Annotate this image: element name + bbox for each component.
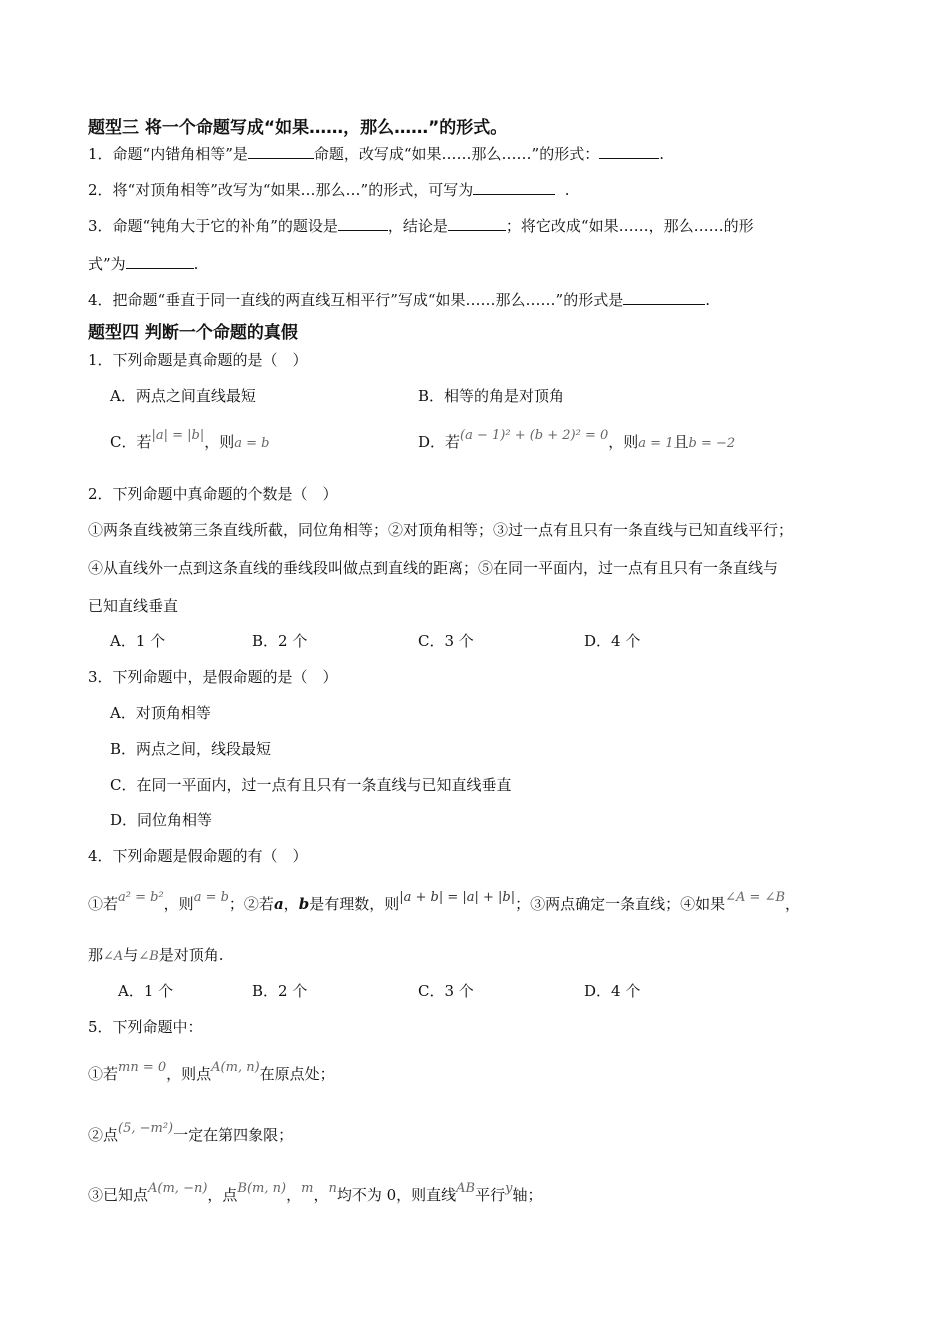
p2-line-1: ①两条直线被第三条直线所截，同位角相等；②对顶角相等；③过一点有且只有一条直线与已知直线平行； xyxy=(88,521,794,539)
p2-line-2: ④从直线外一点到这条直线的垂线段叫做点到直线的距离；⑤在同一平面内，过一点有且只有一条直线与 xyxy=(88,559,779,577)
p2-option-c: C．3 个 xyxy=(418,632,474,650)
p2-option-d: D．4 个 xyxy=(584,632,641,650)
s3-question-4: 4．把命题“垂直于同一直线的两直线互相平行”写成“如果……那么……”的形式是 . xyxy=(88,291,711,309)
s3-question-2: 2．将“对顶角相等”改写为“如果…那么…”的形式，可写为 . xyxy=(88,181,570,199)
p3-option-a: A．对顶角相等 xyxy=(110,704,211,722)
answer-blank[interactable] xyxy=(473,180,555,195)
p4-line-1: ①若a² = b²，则a = b；②若a，b是有理数，则|a + b| = |a| + |b|；③两点确定一条直线；④如果∠A = ∠B， xyxy=(88,890,801,913)
p4-option-a: A．1 个 xyxy=(118,982,174,1000)
s3-question-3: 3．命题“钝角大于它的补角”的题设是 ，结论是 ；将它改成“如果……，那么……的形 xyxy=(88,217,754,235)
p3-option-b: B．两点之间，线段最短 xyxy=(110,740,272,758)
p4-stem: 4．下列命题是假命题的有（ ） xyxy=(88,847,308,865)
p1-option-d: D．若(a − 1)² + (b + 2)² = 0，则a = 1且b = −2 xyxy=(418,428,736,451)
p2-line-3: 已知直线垂直 xyxy=(88,597,179,615)
p4-line-2: 那∠A与∠B是对顶角. xyxy=(88,946,224,964)
s3-question-1: 1．命题“内错角相等”是 命题，改写成“如果……那么……”的形式： . xyxy=(88,145,665,163)
p3-option-c: C．在同一平面内，过一点有且只有一条直线与已知直线垂直 xyxy=(110,776,512,794)
p2-option-b: B．2 个 xyxy=(252,632,308,650)
answer-blank[interactable] xyxy=(599,144,659,159)
p1-option-a: A．两点之间直线最短 xyxy=(110,387,256,405)
p5-item-1: ①若mn = 0，则点A(m, n)在原点处； xyxy=(88,1060,335,1083)
p5-item-2: ②点(5, −m²)一定在第四象限； xyxy=(88,1121,294,1144)
answer-blank[interactable] xyxy=(623,290,705,305)
p3-stem: 3．下列命题中，是假命题的是（ ） xyxy=(88,668,338,686)
p1-stem: 1．下列命题是真命题的是（ ） xyxy=(88,351,308,369)
answer-blank[interactable] xyxy=(248,144,314,159)
section-3-title: 题型三 将一个命题写成“如果……，那么……”的形式。 xyxy=(88,118,508,138)
p3-option-d: D．同位角相等 xyxy=(110,811,213,829)
p1-option-b: B．相等的角是对顶角 xyxy=(418,387,565,405)
p5-item-3: ③已知点A(m, −n)，点B(m, n)，m，n均不为 0，则直线AB平行y轴； xyxy=(88,1181,543,1204)
p2-option-a: A．1 个 xyxy=(110,632,166,650)
p4-option-b: B．2 个 xyxy=(252,982,308,1000)
answer-blank[interactable] xyxy=(448,216,506,231)
s3-question-3-cont: 式”为 . xyxy=(88,255,199,273)
answer-blank[interactable] xyxy=(338,216,388,231)
p1-option-c: C．若|a| = |b|，则a = b xyxy=(110,428,270,451)
answer-blank[interactable] xyxy=(126,254,194,269)
section-4-title: 题型四 判断一个命题的真假 xyxy=(88,323,298,343)
p4-option-d: D．4 个 xyxy=(584,982,641,1000)
p4-option-c: C．3 个 xyxy=(418,982,474,1000)
p2-stem: 2．下列命题中真命题的个数是（ ） xyxy=(88,485,338,503)
p5-stem: 5．下列命题中： xyxy=(88,1018,203,1036)
